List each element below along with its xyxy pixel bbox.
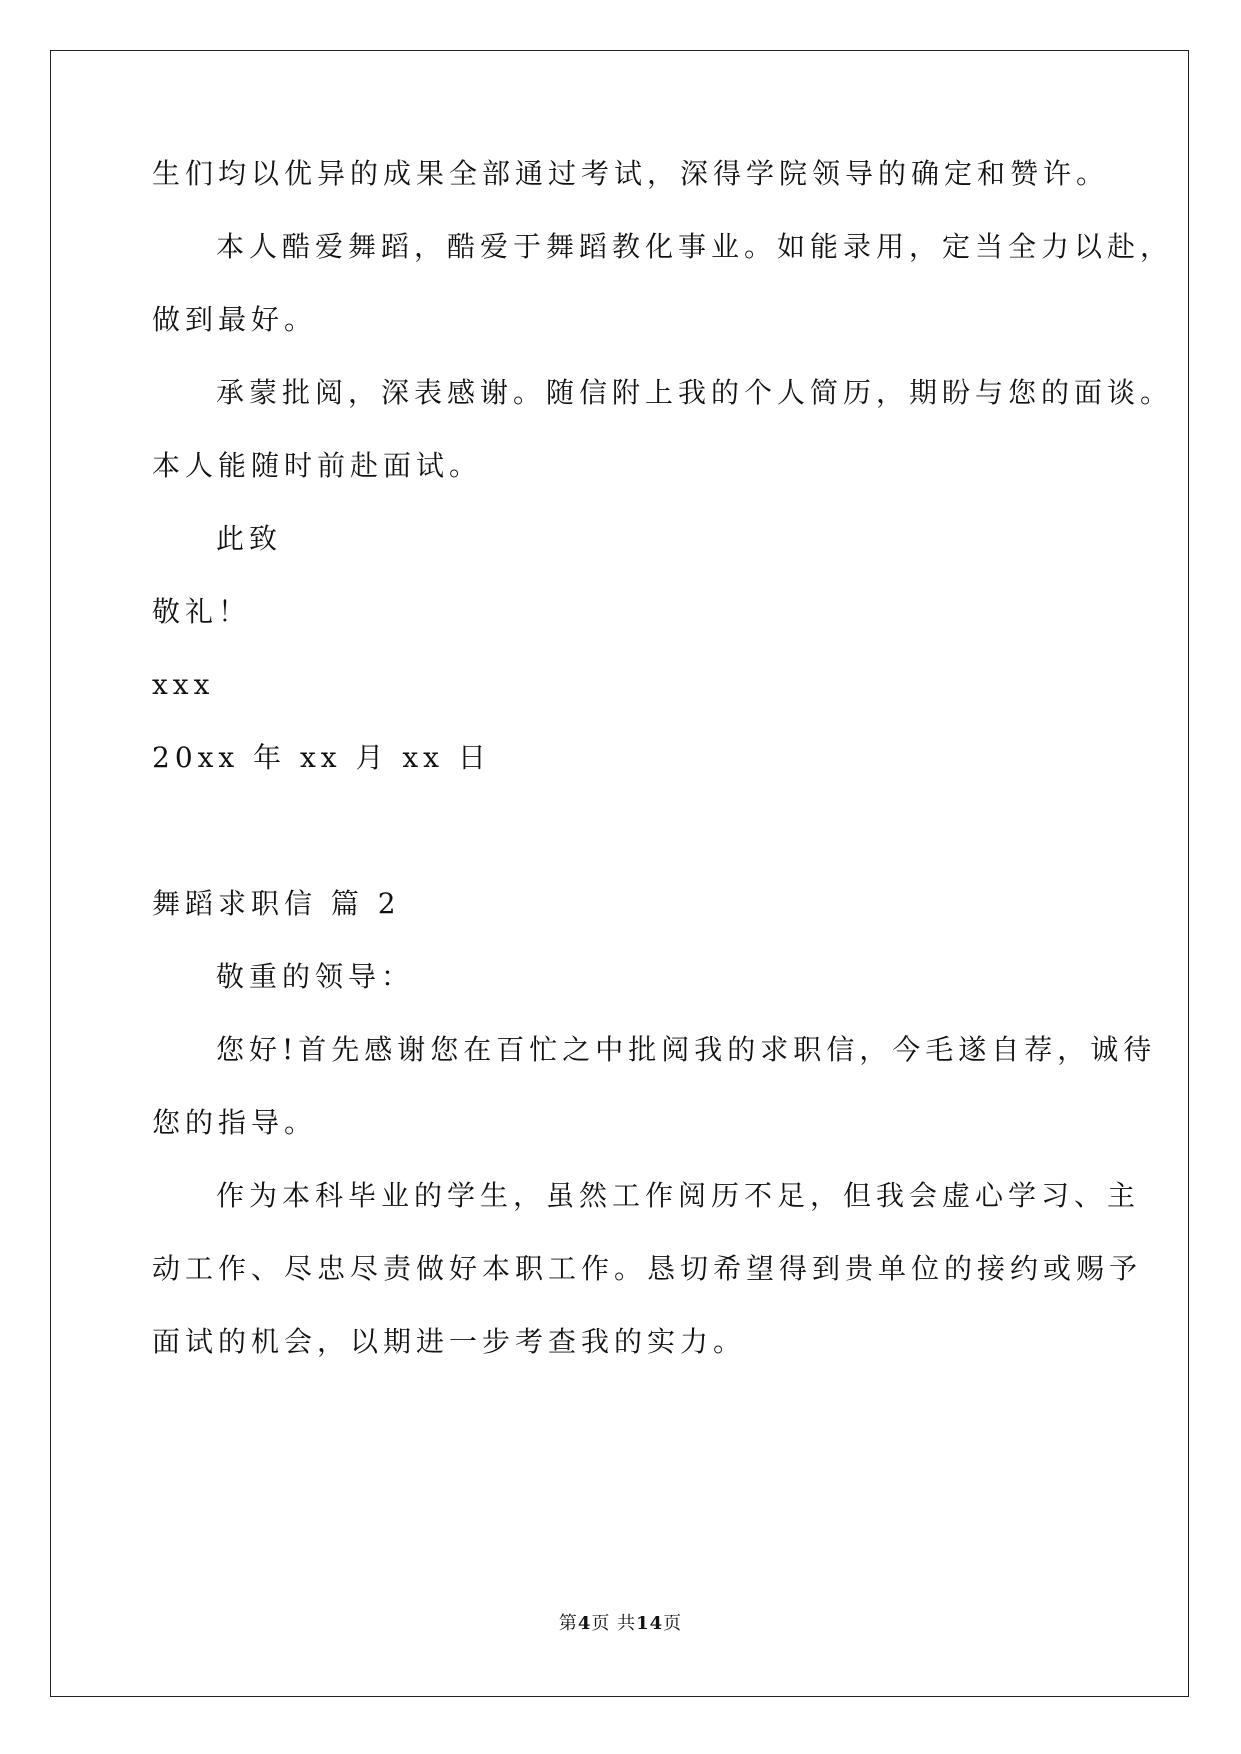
- footer-total-pages: 14: [636, 1613, 664, 1634]
- body-line: 您的指导。: [152, 1106, 318, 1139]
- page-border: [50, 50, 1189, 1697]
- body-line: 生们均以优异的成果全部通过考试，深得学院领导的确定和赞许。: [152, 157, 1110, 190]
- closing-line: 敬礼！: [152, 595, 252, 628]
- body-line: 面试的机会，以期进一步考查我的实力。: [152, 1325, 747, 1358]
- footer-mid: 页 共: [591, 1613, 637, 1634]
- closing-line: 此致: [216, 522, 283, 555]
- signature: xxx: [152, 668, 215, 701]
- salutation: 敬重的领导：: [216, 960, 415, 993]
- page-footer: [0, 1612, 1241, 1636]
- footer-prefix: 第: [558, 1613, 578, 1634]
- body-line: 承蒙批阅，深表感谢。随信附上我的个人简历，期盼与您的面谈。: [216, 376, 1174, 409]
- body-line: 本人酷爱舞蹈，酷爱于舞蹈教化事业。如能录用，定当全力以赴，: [216, 230, 1174, 263]
- body-line: 做到最好。: [152, 303, 318, 336]
- footer-page-number: 4: [577, 1613, 592, 1634]
- body-line: 动工作、尽忠尽责做好本职工作。恳切希望得到贵单位的接约或赐予: [152, 1252, 1143, 1285]
- section-title: 舞蹈求职信 篇 2: [152, 887, 401, 920]
- body-line: 本人能随时前赴面试。: [152, 449, 483, 482]
- body-line: 作为本科毕业的学生，虽然工作阅历不足，但我会虚心学习、主: [216, 1179, 1141, 1212]
- footer-suffix: 页: [663, 1613, 683, 1634]
- date-line: 20xx 年 xx 月 xx 日: [152, 741, 491, 774]
- body-line: 您好!首先感谢您在百忙之中批阅我的求职信，今毛遂自荐，诚待: [216, 1033, 1157, 1066]
